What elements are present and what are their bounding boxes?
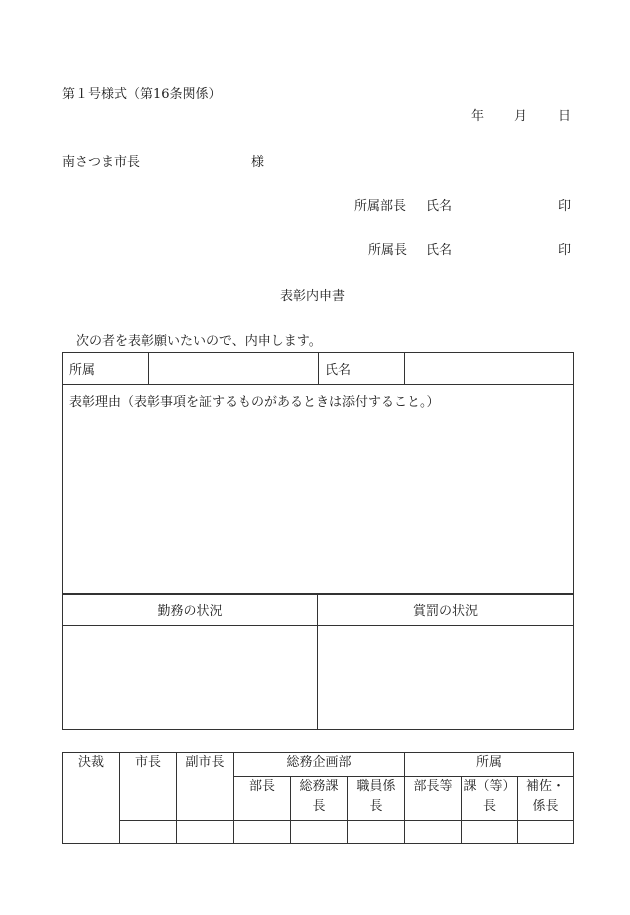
date-day: 日: [558, 109, 572, 124]
af-assistant-label-2: 係長: [532, 799, 559, 814]
work-status-label-cell: [63, 594, 318, 626]
gp-staff-chief-label: 職員係: [356, 779, 396, 794]
mayor-label: 市長: [134, 755, 161, 770]
gp-director-cell: [234, 777, 291, 821]
work-status-label: 勤務の状況: [157, 604, 223, 619]
approval-table: [62, 752, 574, 844]
af-section-chief-label: 課（等）: [463, 779, 516, 794]
affiliation-input[interactable]: [149, 353, 319, 385]
date-year: 年: [471, 109, 485, 124]
gp-section-chief-cell: [291, 777, 348, 821]
affiliation-label: 所属: [476, 755, 503, 770]
gp-staff-chief-cell: [348, 777, 405, 821]
gp-staff-chief-label-2: 長: [369, 799, 383, 814]
general-planning-label: 総務企画部: [286, 755, 352, 770]
gp-section-chief-label: 総務課: [299, 779, 339, 794]
vice-mayor-label: 副市長: [185, 755, 225, 770]
affiliation-header: [405, 753, 574, 777]
application-form-table: [62, 352, 574, 595]
gp-director-stamp-cell[interactable]: [234, 821, 291, 844]
mayor-stamp-cell[interactable]: [120, 821, 177, 844]
intro-text: 次の者を表彰願いたいので、内申します。: [76, 334, 322, 349]
work-status-area[interactable]: [63, 626, 318, 730]
general-planning-header: [234, 753, 405, 777]
gp-director-label: 部長: [248, 779, 275, 794]
decision-label-cell: [63, 753, 120, 844]
gp-staff-chief-stamp-cell[interactable]: [348, 821, 405, 844]
gp-section-chief-stamp-cell[interactable]: [291, 821, 348, 844]
decision-label: 決裁: [77, 755, 104, 770]
applicant-seal: 印: [558, 199, 572, 214]
reward-status-label-cell: [318, 594, 574, 626]
af-section-chief-stamp-cell[interactable]: [462, 821, 518, 844]
applicant-seal: 印: [558, 243, 572, 258]
affiliation-label-cell: [63, 353, 149, 385]
af-assistant-stamp-cell[interactable]: [518, 821, 574, 844]
reward-status-area[interactable]: [318, 626, 574, 730]
af-director-stamp-cell[interactable]: [405, 821, 462, 844]
name-label: 氏名: [325, 363, 352, 378]
reward-status-label: 賞罰の状況: [412, 604, 478, 619]
doc-title: 表彰内申書: [280, 289, 346, 304]
addressee-name: 南さつま市長: [62, 155, 141, 170]
gp-section-chief-label-2: 長: [312, 799, 326, 814]
reason-label: 表彰理由（表彰事項を証するものがあるときは添付すること。）: [69, 395, 440, 410]
status-table: [62, 593, 574, 730]
vice-mayor-label-cell: [177, 753, 234, 821]
addressee-honorific: 様: [251, 155, 265, 170]
vice-mayor-stamp-cell[interactable]: [177, 821, 234, 844]
applicant-title-director: 所属部長: [354, 199, 407, 214]
applicant-name-label: 氏名: [426, 243, 453, 258]
applicant-title-head: 所属長: [368, 243, 408, 258]
reason-area[interactable]: [63, 385, 574, 595]
af-director-label: 部長等: [413, 779, 453, 794]
af-director-cell: [405, 777, 462, 821]
form-label: 第１号様式（第16条関係）: [62, 87, 222, 102]
affiliation-label: 所属: [69, 363, 96, 378]
af-section-chief-label-2: 長: [483, 799, 497, 814]
af-section-chief-cell: [462, 777, 518, 821]
applicant-name-label: 氏名: [426, 199, 453, 214]
name-input[interactable]: [405, 353, 574, 385]
date-month: 月: [514, 109, 528, 124]
af-assistant-cell: [518, 777, 574, 821]
mayor-label-cell: [120, 753, 177, 821]
name-label-cell: [319, 353, 405, 385]
af-assistant-label: 補佐・: [526, 779, 566, 794]
